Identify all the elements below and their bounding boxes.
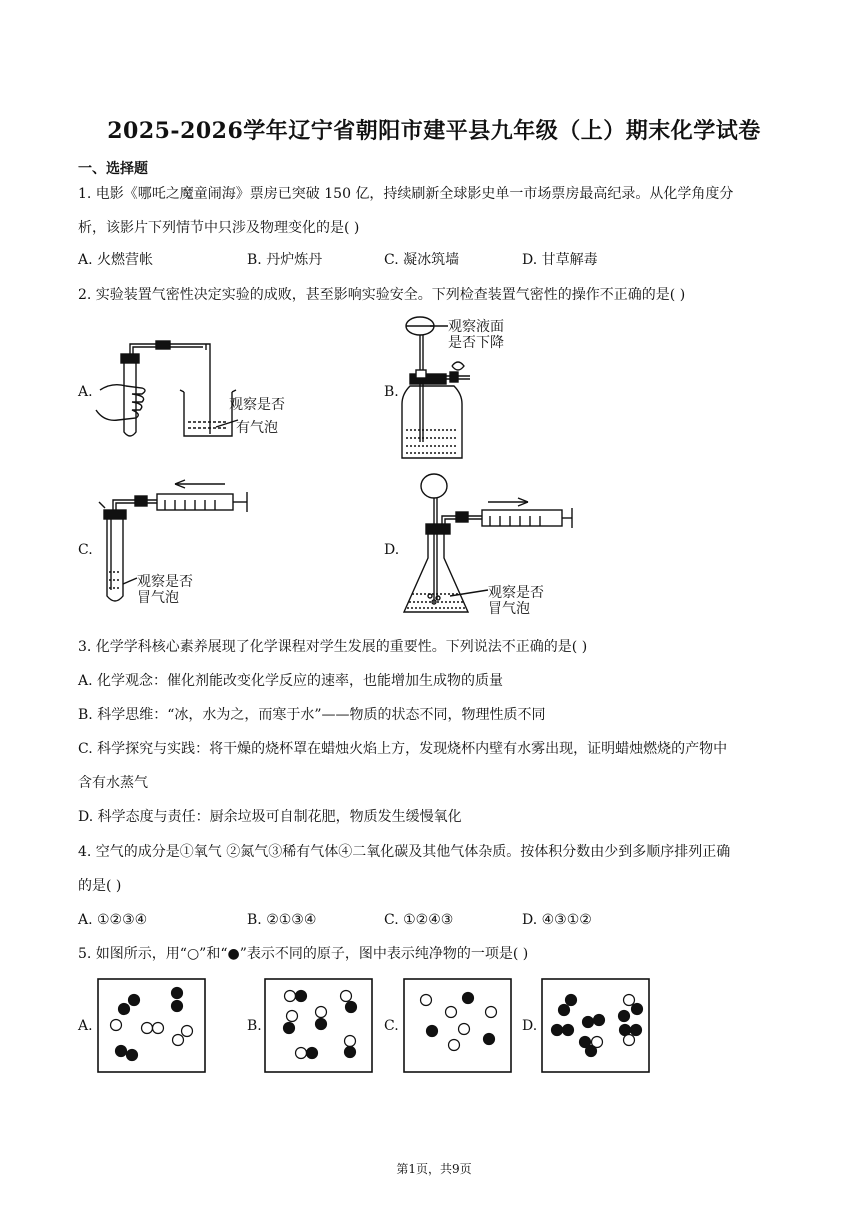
q1-option-a: A. 火燃营帐 (78, 252, 154, 268)
q1-stem-line2: 析，该影片下列情节中只涉及物理变化的是( ) (78, 220, 360, 236)
q3-option-b: B. 科学思维：“冰，水为之，而寒于水”——物质的状态不同，物理性质不同 (78, 707, 546, 723)
q3-stem: 3. 化学学科核心素养展现了化学课程对学生发展的重要性。下列说法不正确的是( ) (78, 639, 588, 655)
q5-box-b (264, 978, 374, 1074)
q1-option-d: D. 甘草解毒 (522, 252, 598, 268)
q4-option-c: C. ①②④③ (384, 912, 454, 928)
q2-figa-note1: 观察是否 (229, 397, 285, 413)
q5-box-c (403, 978, 513, 1074)
q5-label-a: A. (78, 1018, 93, 1034)
q3-option-c-line1: C. 科学探究与实践：将干燥的烧杯罩在蜡烛火焰上方，发现烧杯内壁有水雾出现，证明蜡烛燃烧的产物中 (78, 741, 728, 757)
q2-figb-note2: 是否下降 (448, 335, 504, 351)
page-footer: 第1页，共9页 (396, 1162, 472, 1176)
q2-figd-note1: 观察是否 (488, 585, 544, 601)
q3-option-d: D. 科学态度与责任：厨余垃圾可自制花肥，物质发生缓慢氧化 (78, 809, 462, 825)
q5-stem: 5. 如图所示，用“○”和“●”表示不同的原子，图中表示纯净物的一项是( ) (78, 946, 529, 962)
q2-figure-d (400, 470, 590, 620)
q2-label-a: A. (78, 384, 93, 400)
q5-label-b: B. (247, 1018, 262, 1034)
q2-figa-note2: 有气泡 (236, 420, 278, 436)
q4-option-d: D. ④③①② (522, 912, 592, 928)
q2-figb-note1: 观察液面 (448, 319, 504, 335)
q5-box-a (97, 978, 207, 1074)
q2-label-d: D. (384, 542, 400, 558)
q2-figc-note2: 冒气泡 (137, 590, 179, 606)
q2-figure-b (396, 312, 546, 462)
q2-figure-a (92, 330, 307, 445)
q2-stem: 2. 实验装置气密性决定实验的成败，甚至影响实验安全。下列检查装置气密性的操作不正确的是( ) (78, 287, 686, 303)
q2-label-c: C. (78, 542, 93, 558)
q4-option-a: A. ①②③④ (78, 912, 148, 928)
q5-label-c: C. (384, 1018, 399, 1034)
section-heading: 一、选择题 (78, 161, 148, 177)
q5-label-d: D. (522, 1018, 538, 1034)
q2-figc-note1: 观察是否 (137, 574, 193, 590)
q5-box-d (541, 978, 651, 1074)
q1-option-c: C. 凝冰筑墙 (384, 252, 460, 268)
q2-figure-c (95, 478, 270, 608)
q4-option-b: B. ②①③④ (247, 912, 317, 928)
q1-stem-line1: 1. 电影《哪吒之魔童闹海》票房已突破 150 亿，持续刷新全球影史单一市场票房最高纪录。从化学角度分 (78, 186, 734, 202)
q3-option-c-line2: 含有水蒸气 (78, 775, 148, 791)
exam-title: 2025-2026学年辽宁省朝阳市建平县九年级（上）期末化学试卷 (107, 118, 761, 144)
q1-option-b: B. 丹炉炼丹 (247, 252, 323, 268)
q4-stem-line1: 4. 空气的成分是①氧气 ②氮气③稀有气体④二氧化碳及其他气体杂质。按体积分数由少到多顺序排列正确 (78, 844, 731, 860)
q4-stem-line2: 的是( ) (78, 878, 122, 894)
q3-option-a: A. 化学观念：催化剂能改变化学反应的速率，也能增加生成物的质量 (78, 673, 504, 689)
q2-figd-note2: 冒气泡 (488, 601, 530, 617)
q2-label-b: B. (384, 384, 399, 400)
